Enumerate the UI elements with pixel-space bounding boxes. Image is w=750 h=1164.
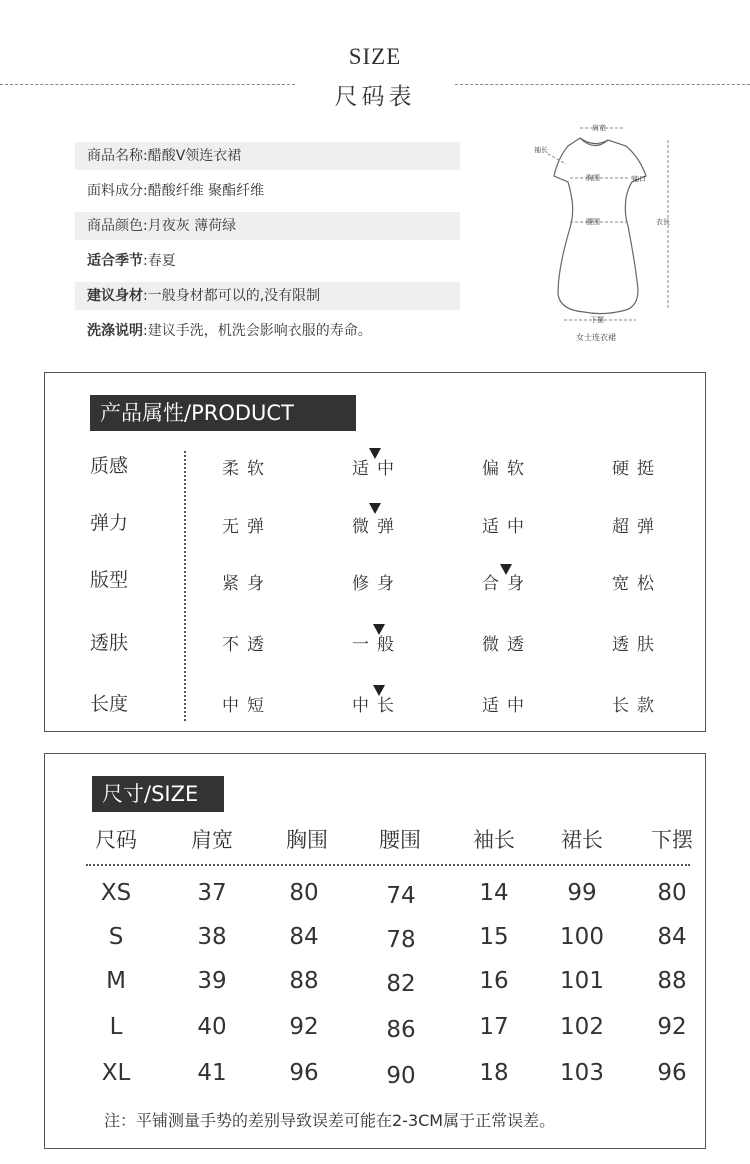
info-key: 适合季节: [87, 253, 143, 269]
attr-option: 微透: [482, 635, 532, 655]
attr-option: 硬挺: [612, 459, 662, 479]
size-cell: 40: [197, 1014, 227, 1040]
info-row-season: 适合季节:春夏: [87, 253, 176, 269]
size-cell: 39: [197, 968, 227, 994]
size-cell: 38: [197, 924, 227, 950]
size-cell: 41: [197, 1060, 227, 1086]
info-value: 醋酸纤维 聚酯纤维: [147, 183, 265, 199]
attr-label: 长度: [90, 693, 129, 715]
size-cell: 100: [560, 924, 604, 950]
size-col-header: 胸围: [286, 828, 328, 852]
info-key: 洗涤说明: [87, 323, 143, 339]
header-title-en: SIZE: [348, 44, 402, 69]
selected-marker-icon: [369, 448, 381, 459]
size-cell: 78: [386, 927, 416, 953]
info-row-wash: 洗涤说明:建议手洗，机洗会影响衣服的寿命。: [87, 323, 372, 339]
size-cell: 18: [479, 1060, 509, 1086]
attr-option: 偏软: [482, 459, 532, 479]
size-cell: 80: [657, 880, 687, 906]
info-key: 商品名称: [87, 148, 143, 164]
attr-label: 版型: [90, 569, 129, 591]
attr-option: 合身: [482, 574, 532, 594]
attr-option: 一般: [352, 635, 402, 655]
size-cell: 80: [289, 880, 319, 906]
attr-option: 超弹: [612, 517, 662, 537]
attr-option: 微弹: [352, 517, 402, 537]
size-cell: 16: [479, 968, 509, 994]
size-cell: 96: [657, 1060, 687, 1086]
size-cell: L: [109, 1014, 123, 1040]
size-note: 注：平铺测量手势的差别导致误差可能在2-3CM属于正常误差。: [104, 1111, 556, 1130]
attr-option: 长款: [612, 696, 662, 716]
size-col-header: 腰围: [379, 828, 421, 852]
info-value: 春夏: [147, 253, 176, 269]
attr-option: 柔软: [222, 459, 272, 479]
size-cell: 96: [289, 1060, 319, 1086]
info-key: 商品颜色: [87, 218, 143, 234]
info-row-name: 商品名称:醋酸V领连衣裙: [75, 142, 460, 170]
info-key: 建议身材: [87, 288, 143, 304]
size-cell: 17: [479, 1014, 509, 1040]
size-cell: 90: [386, 1063, 416, 1089]
attr-label: 透肤: [90, 632, 129, 654]
size-cell: 82: [386, 971, 416, 997]
size-section-title: 尺寸/SIZE: [92, 776, 224, 812]
selected-marker-icon: [500, 564, 512, 575]
size-cell: 37: [197, 880, 227, 906]
size-cell: 103: [560, 1060, 604, 1086]
size-cell: 99: [567, 880, 597, 906]
attr-label: 弹力: [90, 512, 129, 534]
attr-label: 质感: [90, 455, 129, 477]
info-row-figure: 建议身材:一般身材都可以的,没有限制: [75, 282, 460, 310]
attr-option: 中长: [352, 696, 402, 716]
attr-option: 适中: [482, 696, 532, 716]
size-cell: 88: [289, 968, 319, 994]
info-value: 月夜灰 薄荷绿: [147, 218, 237, 234]
attr-option: 不透: [222, 635, 272, 655]
diagram-label-chest: 胸围: [586, 174, 600, 182]
size-cell: 101: [560, 968, 604, 994]
attr-option: 适中: [352, 459, 402, 479]
size-header-divider: [86, 864, 690, 866]
size-cell: XL: [101, 1060, 131, 1086]
info-value: 一般身材都可以的,没有限制: [147, 288, 321, 304]
attr-option: 中短: [222, 696, 272, 716]
selected-marker-icon: [369, 503, 381, 514]
diagram-label-shoulder: 肩宽: [592, 124, 606, 132]
size-col-header: 尺码: [95, 828, 137, 852]
size-col-header: 裙长: [561, 828, 603, 852]
attr-option: 紧身: [222, 574, 272, 594]
info-row-fabric: 面料成分:醋酸纤维 聚酯纤维: [87, 183, 265, 199]
size-col-header: 肩宽: [191, 828, 233, 852]
selected-marker-icon: [373, 624, 385, 635]
dress-outline-icon: [554, 138, 646, 314]
size-col-header: 袖长: [473, 828, 515, 852]
attr-option: 适中: [482, 517, 532, 537]
diagram-label-hem: 下摆: [590, 316, 604, 324]
size-cell: 86: [386, 1017, 416, 1043]
size-cell: 84: [657, 924, 687, 950]
size-cell: 84: [289, 924, 319, 950]
attr-option: 透肤: [612, 635, 662, 655]
size-cell: XS: [100, 880, 132, 906]
diagram-label-length: 衣长: [656, 218, 670, 226]
size-cell: 15: [479, 924, 509, 950]
size-cell: 92: [657, 1014, 687, 1040]
selected-marker-icon: [373, 685, 385, 696]
diagram-label-waist: 腰围: [586, 218, 600, 226]
diagram-label-cuff: 袖口: [632, 175, 646, 183]
dress-diagram: [528, 118, 688, 350]
product-section-title: 产品属性/PRODUCT: [90, 395, 356, 431]
size-col-header: 下摆: [651, 828, 693, 852]
size-cell: 88: [657, 968, 687, 994]
size-cell: 74: [386, 883, 416, 909]
attr-option: 修身: [352, 574, 402, 594]
size-cell: 14: [479, 880, 509, 906]
attr-option: 宽松: [612, 574, 662, 594]
info-value: 醋酸V领连衣裙: [147, 148, 242, 164]
info-value: 建议手洗，机洗会影响衣服的寿命。: [147, 323, 372, 339]
diagram-label-sleeve: 袖长: [534, 146, 548, 154]
diagram-caption: 女士连衣裙: [576, 333, 616, 342]
size-cell: M: [106, 968, 126, 994]
attr-option: 无弹: [222, 517, 272, 537]
info-row-color: 商品颜色:月夜灰 薄荷绿: [75, 212, 460, 240]
size-cell: S: [108, 924, 124, 950]
size-cell: 92: [289, 1014, 319, 1040]
size-cell: 102: [560, 1014, 604, 1040]
header-title-cn: 尺码表: [334, 84, 416, 110]
attribute-divider: [184, 451, 186, 721]
info-key: 面料成分: [87, 183, 143, 199]
